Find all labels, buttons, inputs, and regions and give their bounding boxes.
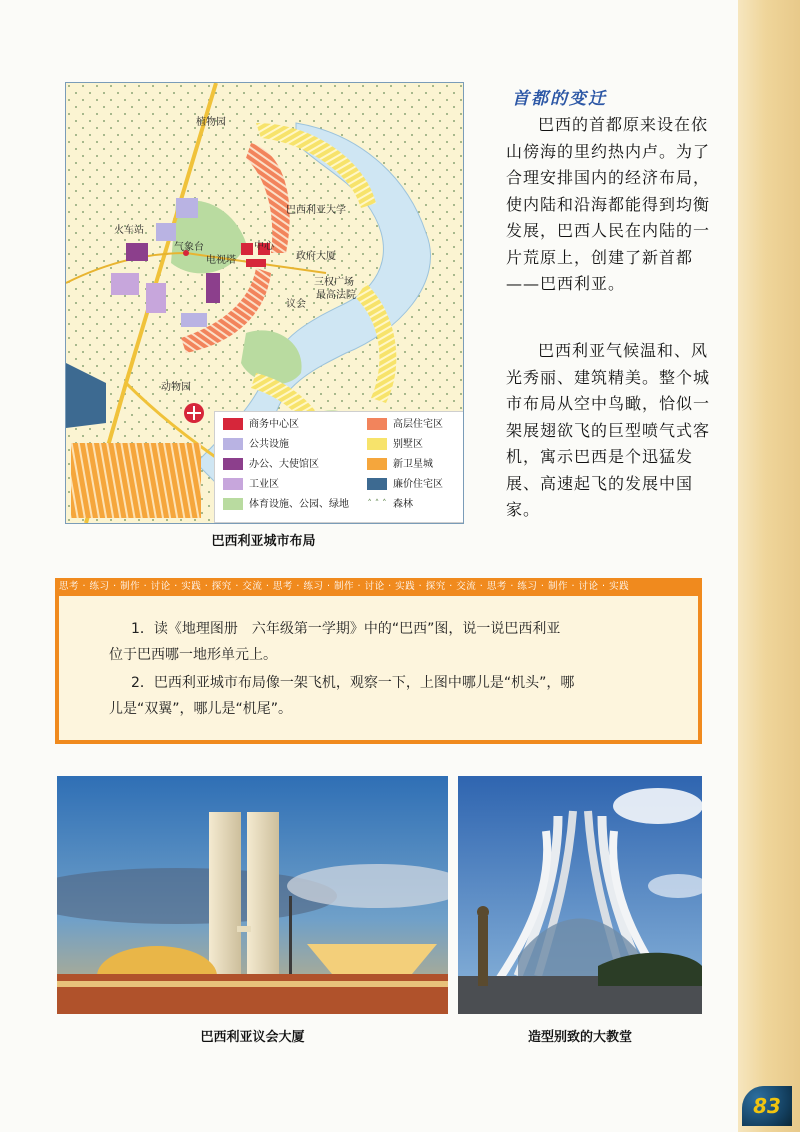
legend-swatch [223,418,243,430]
label-weather-station: 气象台 [174,242,204,253]
legend-swatch [367,458,387,470]
city-layout-map [65,82,464,524]
label-supreme-court: 最高法院 [316,290,356,301]
question-1-line-1: 1．读《地理图册 六年级第一学期》中的“巴西”图，说一说巴西利亚 [131,621,561,637]
legend-swatch [367,438,387,450]
paragraph-1: 巴西的首都原来设在依山傍海的里约热内卢。为了合理安排国内的经济布局，使内陆和沿海都能得到均衡发展，巴西人民在内陆的一片荒原上，创建了新首都——巴西利亚。 [506,115,711,293]
legend-swatch [223,498,243,510]
legend-item: ˄ ˄ ˄ 森林 [367,499,413,510]
legend-item: 办公、大使馆区 [223,458,319,472]
legend-item: 新卫星城 [367,458,433,472]
legend-swatch [223,438,243,450]
question-2-line-2: 儿是“双翼”，哪儿是“机尾”。 [109,701,293,717]
label-three-powers: 三权广场 [314,277,354,288]
legend-item: 别墅区 [367,438,423,452]
question-2-line-1: 2．巴西利亚城市布局像一架飞机，观察一下，上图中哪儿是“机头”，哪 [131,675,575,691]
legend-item: 体育设施、公园、绿地 [223,498,349,512]
label-botanical-garden: 植物园 [196,117,226,128]
legend-item: 公共设施 [223,438,289,452]
question-1-line-2: 位于巴西哪一地形单元上。 [109,647,277,663]
legend-item: 高层住宅区 [367,418,443,432]
label-center: 中心 [254,241,274,252]
activity-strip: 思考 · 练习 · 制作 · 讨论 · 实践 · 探究 · 交流 · 思考 · 练习 · 制作 · 讨论 · 实践 · 探究 · 交流 · 思考 · 练习 · 制作 · 讨论 · 实践 [55,578,702,596]
label-train-station: 火车站 [114,225,144,236]
forest-symbol-icon: ˄ ˄ ˄ [367,499,387,509]
map-legend [214,411,464,523]
label-university: 巴西利亚大学 [286,205,346,216]
label-government: 政府大厦 [296,251,336,262]
congress-caption: 巴西利亚议会大厦 [200,1030,305,1045]
legend-swatch [223,458,243,470]
congress-photo [57,776,448,1014]
legend-item: 商务中心区 [223,418,299,432]
legend-item: 工业区 [223,478,279,492]
legend-item: 廉价住宅区 [367,478,443,492]
map-caption: 巴西利亚城市布局 [211,534,316,549]
activity-box [55,596,702,744]
section-heading: 首都的变迁 [512,89,607,109]
paragraph-2: 巴西利亚气候温和、风光秀丽、建筑精美。整个城市布局从空中鸟瞰，恰似一架展翅欲飞的巨型喷气式客机，寓示巴西是个迅猛发展、高速起飞的发展中国家。 [506,341,711,519]
legend-swatch [367,478,387,490]
legend-swatch [223,478,243,490]
label-tv-tower: 电视塔 [206,255,236,266]
cathedral-caption: 造型别致的大教堂 [527,1030,632,1045]
legend-swatch [367,418,387,430]
page-number: 83 [742,1086,792,1126]
label-zoo: 动物园 [161,382,191,393]
cathedral-photo [458,776,702,1014]
label-congress: 议会 [286,299,306,310]
question-2 [109,670,679,722]
page-edge [738,0,800,1132]
question-1 [109,616,679,668]
